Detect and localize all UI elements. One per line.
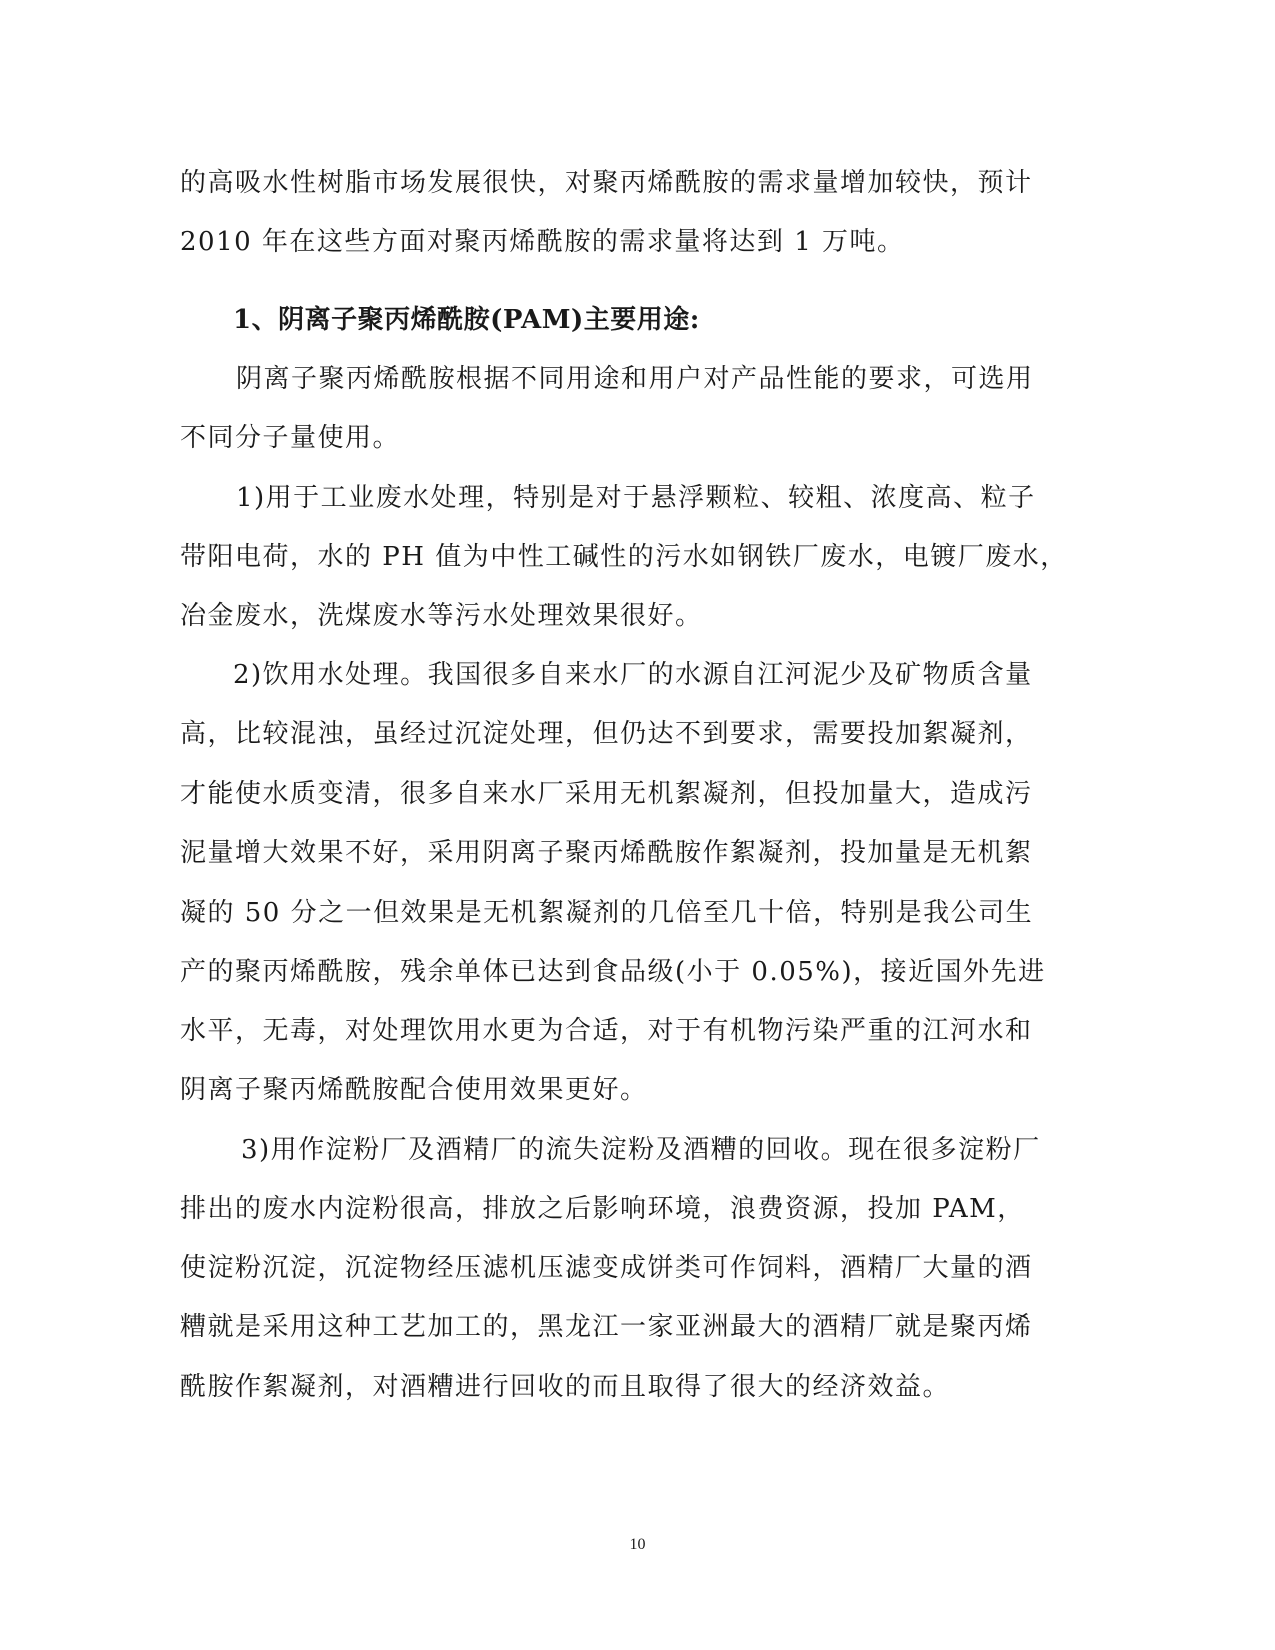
text-line: 带阳电荷，水的 PH 值为中性工碱性的污水如钢铁厂废水，电镀厂废水， xyxy=(180,542,1068,572)
text-line: 阴离子聚丙烯酰胺配合使用效果更好。 xyxy=(180,1075,648,1105)
text-line: 的高吸水性树脂市场发展很快，对聚丙烯酰胺的需求量增加较快，预计 xyxy=(180,168,1033,198)
text-line: 3)用作淀粉厂及酒精厂的流失淀粉及酒糟的回收。现在很多淀粉厂 xyxy=(241,1135,1041,1165)
text-line: 2)饮用水处理。我国很多自来水厂的水源自江河泥少及矿物质含量 xyxy=(233,660,1033,690)
text-line: 1)用于工业废水处理，特别是对于悬浮颗粒、较粗、浓度高、粒子 xyxy=(236,483,1036,513)
section-heading: 1、阴离子聚丙烯酰胺(PAM)主要用途: xyxy=(233,305,700,335)
page-number: 10 xyxy=(629,1536,646,1553)
text-line: 使淀粉沉淀，沉淀物经压滤机压滤变成饼类可作饲料，酒精厂大量的酒 xyxy=(180,1253,1033,1283)
text-line: 泥量增大效果不好，采用阴离子聚丙烯酰胺作絮凝剂，投加量是无机絮 xyxy=(180,838,1033,868)
text-line: 酰胺作絮凝剂，对酒糟进行回收的而且取得了很大的经济效益。 xyxy=(180,1372,951,1402)
text-line: 2010 年在这些方面对聚丙烯酰胺的需求量将达到 1 万吨。 xyxy=(180,227,905,257)
text-line: 冶金废水，洗煤废水等污水处理效果很好。 xyxy=(180,601,703,631)
text-line: 不同分子量使用。 xyxy=(180,423,401,453)
text-line: 高，比较混浊，虽经过沉淀处理，但仍达不到要求，需要投加絮凝剂， xyxy=(180,719,1033,749)
text-line: 才能使水质变清，很多自来水厂采用无机絮凝剂，但投加量大，造成污 xyxy=(180,779,1033,809)
text-line: 糟就是采用这种工艺加工的，黑龙江一家亚洲最大的酒精厂就是聚丙烯 xyxy=(180,1312,1033,1342)
text-line: 阴离子聚丙烯酰胺根据不同用途和用户对产品性能的要求，可选用 xyxy=(236,364,1034,394)
text-line: 水平，无毒，对处理饮用水更为合适，对于有机物污染严重的江河水和 xyxy=(180,1016,1033,1046)
text-line: 产的聚丙烯酰胺，残余单体已达到食品级(小于 0.05%)，接近国外先进 xyxy=(180,957,1046,987)
text-line: 凝的 50 分之一但效果是无机絮凝剂的几倍至几十倍，特别是我公司生 xyxy=(180,898,1034,928)
text-line: 排出的废水内淀粉很高，排放之后影响环境，浪费资源，投加 PAM， xyxy=(180,1194,1025,1224)
